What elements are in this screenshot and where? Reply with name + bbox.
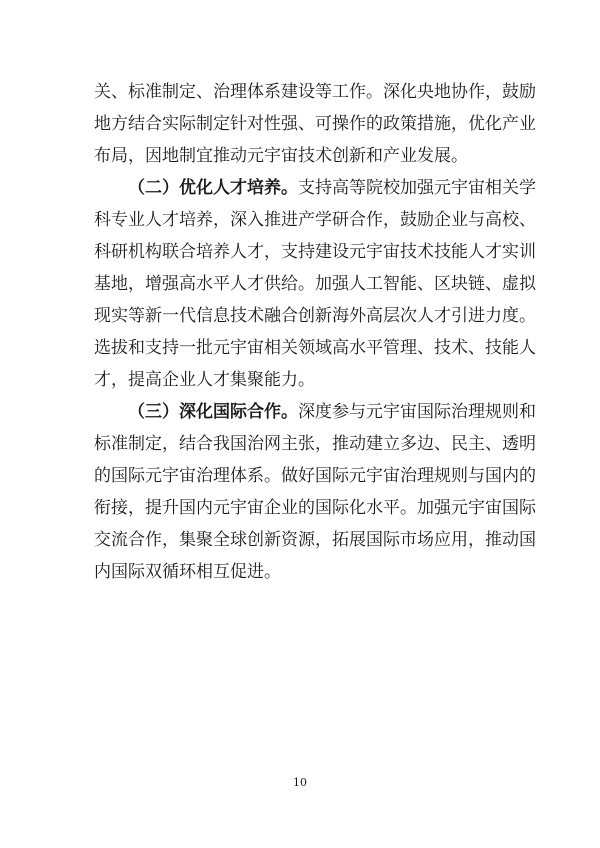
international-line-2: 标准制定，结合我国治网主张，推动建立多边、民主、透明 xyxy=(94,434,536,454)
international-line-3: 的国际元宇宙治理体系。做好国际元宇宙治理规则与国内的 xyxy=(94,466,536,486)
international-line-6: 内国际双循环相互促进。 xyxy=(94,562,281,582)
international-first-line xyxy=(128,400,536,424)
international-line-5: 交流合作，集聚全球创新资源，拓展国际市场应用，推动国 xyxy=(94,530,536,550)
intro-line-2: 地方结合实际制定针对性强、可操作的政策措施，优化产业 xyxy=(94,114,536,134)
talent-line-5: 现实等新一代信息技术融合创新海外高层次人才引进力度。 xyxy=(94,306,536,326)
talent-first-line xyxy=(128,176,536,200)
international-line-4: 衔接，提升国内元宇宙企业的国际化水平。加强元宇宙国际 xyxy=(94,498,536,518)
international-first-line-text: 深度参与元宇宙国际治理规则和 xyxy=(298,402,536,422)
talent-line-7: 才，提高企业人才集聚能力。 xyxy=(94,370,315,390)
talent-line-4: 基地，增强高水平人才供给。加强人工智能、区块链、虚拟 xyxy=(94,274,536,294)
talent-first-line-text: 支持高等院校加强元宇宙相关学 xyxy=(298,178,536,198)
intro-line-3: 布局，因地制宜推动元宇宙技术创新和产业发展。 xyxy=(94,146,468,166)
talent-line-3: 科研机构联合培养人才，支持建设元宇宙技术技能人才实训 xyxy=(94,242,536,262)
international-heading: （三）深化国际合作。 xyxy=(128,402,298,422)
talent-heading: （二）优化人才培养。 xyxy=(128,178,298,198)
intro-line-1: 关、标准制定、治理体系建设等工作。深化央地协作，鼓励 xyxy=(94,82,536,102)
page-number: 10 xyxy=(293,776,307,789)
talent-line-2: 科专业人才培养，深入推进产学研合作，鼓励企业与高校、 xyxy=(94,210,536,230)
talent-line-6: 选拔和支持一批元宇宙相关领域高水平管理、技术、技能人 xyxy=(94,338,536,358)
